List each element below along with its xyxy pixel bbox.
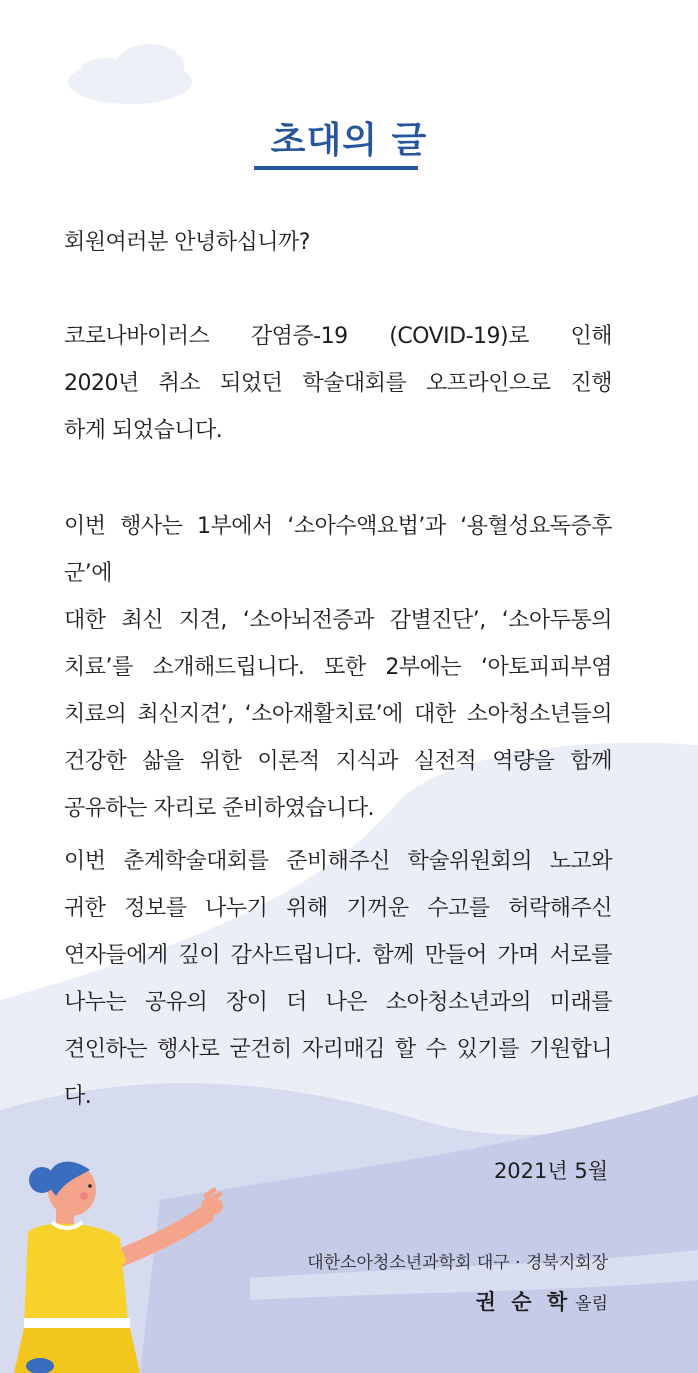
page-title: 초대의 글 [270,120,428,161]
title-underline [254,166,418,170]
paragraph-line: 대한 최신 지견, ‘소아뇌전증과 감별진단’, ‘소아두통의 [64,608,612,633]
paragraph-line: 2020년 취소 되었던 학술대회를 오프라인으로 진행 [64,371,612,396]
paragraph-3 [64,838,612,1120]
paragraph-line: 하게 되었습니다. [64,418,223,443]
paragraph-line: 치료의 최신지견’, ‘소아재활치료’에 대한 소아청소년들의 [64,702,612,727]
signature [476,1286,608,1316]
greeting: 회원여러분 안녕하십니까? [64,230,310,255]
paragraph-line: 공유하는 자리로 준비하였습니다. [64,796,375,821]
paragraph-line: 견인하는 행사로 굳건히 자리매김 할 수 있기를 기원합니다. [64,1037,612,1109]
paragraph-line: 이번 춘계학술대회를 준비해주신 학술위원회의 노고와 [64,849,612,874]
paragraph-line: 이번 행사는 1부에서 ‘소아수액요법’과 ‘용혈성요독증후군’에 [64,514,612,586]
paragraph-line: 귀한 정보를 나누기 위해 기꺼운 수고를 허락해주신 [64,896,612,921]
paragraph-line: 코로나바이러스 감염증-19 (COVID-19)로 인해 [64,324,612,349]
organization-title: 대한소아청소년과학회 대구 · 경북지회장 [307,1253,608,1273]
paragraph-line: 연자들에게 깊이 감사드립니다. 함께 만들어 가며 서로를 [64,943,612,968]
paragraph-line: 나누는 공유의 장이 더 나은 소아청소년과의 미래를 [64,990,612,1015]
paragraph-1 [64,313,612,454]
signer-suffix: 올림 [575,1294,608,1314]
paragraph-2 [64,503,612,832]
paragraph-line: 치료’를 소개해드립니다. 또한 2부에는 ‘아토피피부염 [64,655,612,680]
letter-date: 2021년 5월 [493,1159,608,1183]
paragraph-line: 건강한 삶을 위한 이론적 지식과 실전적 역량을 함께 [64,749,612,774]
signer-name: 권 순 학 [475,1290,572,1314]
